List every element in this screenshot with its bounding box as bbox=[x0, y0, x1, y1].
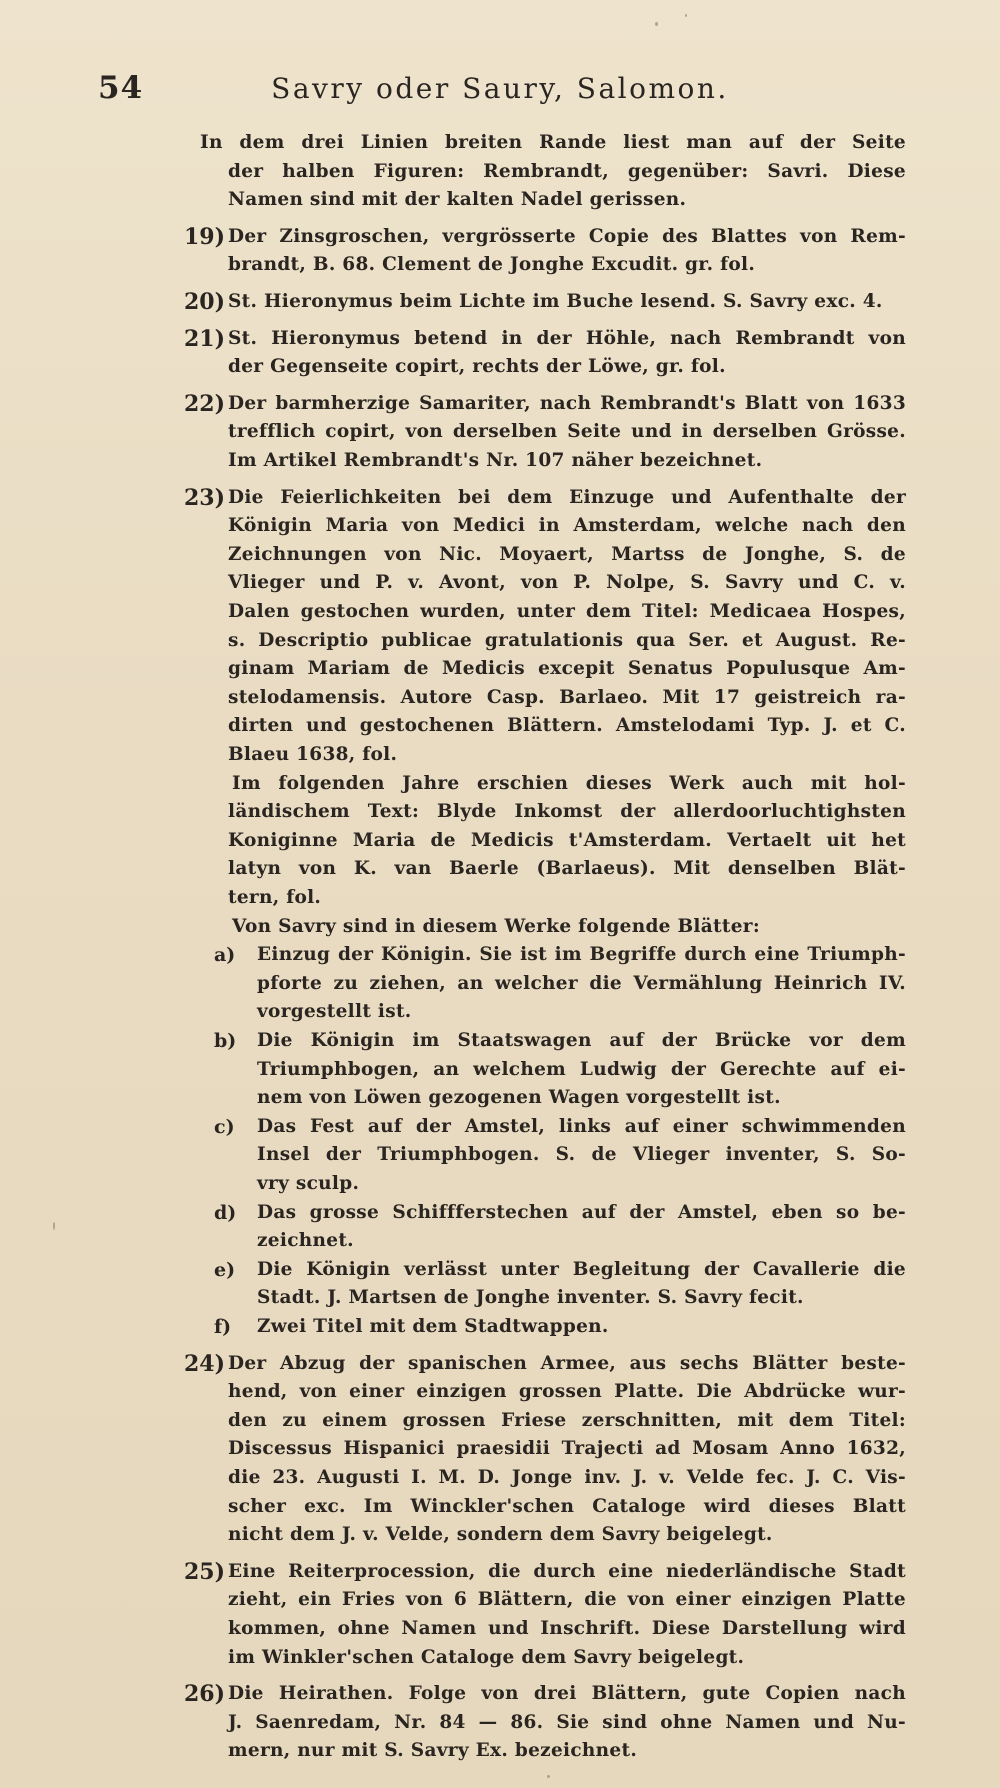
text-line: Die Königin im Staatswagen auf der Brücke vor dem bbox=[257, 1030, 906, 1051]
text-line: Die Heirathen. Folge von drei Blättern, gute Copien nach bbox=[228, 1683, 906, 1705]
text-line: Im Artikel Rembrandt's Nr. 107 näher bezeichnet. bbox=[228, 450, 763, 471]
sub-item-letter: a) bbox=[214, 944, 236, 967]
text-line: Einzug der Königin. Sie ist im Begriffe durch eine Triumph- bbox=[257, 944, 906, 966]
text-line: Blaeu 1638, fol. bbox=[228, 744, 398, 765]
text-line: Zwei Titel mit dem Stadtwappen. bbox=[257, 1316, 609, 1337]
text-line: im Winkler'schen Cataloge dem Savry beigelegt. bbox=[228, 1646, 745, 1668]
text-line: ginam Mariam de Medicis excepit Senatus Populusque Am- bbox=[228, 658, 906, 680]
text-line: Namen sind mit der kalten Nadel gerissen. bbox=[228, 189, 687, 211]
text-line: s. Descriptio publicae gratulationis qua Ser. et August. Re- bbox=[228, 629, 906, 651]
text-line: ländischem Text: Blyde Inkomst der allerdoorluchtighsten bbox=[228, 801, 906, 823]
text-line: dirten und gestochenen Blättern. Amstelodami Typ. J. et C. bbox=[228, 715, 906, 737]
text-line: zeichnet. bbox=[257, 1230, 354, 1252]
text-line: Königin Maria von Medici in Amsterdam, welche nach den bbox=[228, 515, 906, 537]
entry-number: 19) bbox=[184, 223, 226, 250]
text-line: brandt, B. 68. Clement de Jonghe Excudit. gr. fol. bbox=[228, 254, 756, 276]
text-line: Triumphbogen, an welchem Ludwig der Gerechte auf ei- bbox=[257, 1058, 906, 1080]
sub-item-letter: b) bbox=[214, 1030, 237, 1052]
text-line: Das grosse Schiffferstechen auf der Amstel, eben so be- bbox=[257, 1201, 906, 1223]
text-line: Der barmherzige Samariter, nach Rembrandt's Blatt von 1633 bbox=[228, 392, 906, 414]
text-line: hend, von einer einzigen grossen Platte. Die Abdrücke wur- bbox=[228, 1381, 906, 1403]
paper-speck bbox=[547, 1775, 550, 1778]
text-line: Das Fest auf der Amstel, links auf einer schwimmenden bbox=[257, 1115, 906, 1137]
text-line: Discessus Hispanici praesidii Trajecti ad Mosam Anno 1632, bbox=[228, 1438, 906, 1460]
paper-speck bbox=[685, 14, 687, 17]
entry-number: 20) bbox=[184, 289, 226, 315]
text-line: St. Hieronymus beim Lichte im Buche lesend. S. Savry exc. 4. bbox=[228, 291, 883, 312]
paper-speck bbox=[53, 1222, 55, 1230]
sub-item-letter: e) bbox=[214, 1258, 236, 1281]
sub-item-letter: d) bbox=[214, 1201, 237, 1224]
text-line: trefflich copirt, von derselben Seite und in derselben Grösse. bbox=[228, 421, 906, 443]
entry-number: 24) bbox=[184, 1350, 226, 1377]
page-header bbox=[0, 70, 1000, 110]
text-line: Koniginne Maria de Medicis t'Amsterdam. Vertaelt uit het bbox=[228, 829, 906, 851]
text-line: pforte zu ziehen, an welcher die Vermählung Heinrich IV. bbox=[257, 972, 906, 994]
text-line: Insel der Triumphbogen. S. de Vlieger inventer, S. So- bbox=[257, 1144, 906, 1166]
text-line: der Gegenseite copirt, rechts der Löwe, gr. fol. bbox=[228, 356, 726, 378]
paper-speck bbox=[655, 22, 658, 26]
sub-item-letter: c) bbox=[214, 1115, 235, 1138]
text-line: die 23. Augusti I. M. D. Jonge inv. J. v. Velde fec. J. C. Vis- bbox=[228, 1467, 906, 1488]
entry-number: 26) bbox=[184, 1681, 226, 1708]
text-line: vorgestellt ist. bbox=[257, 1001, 412, 1023]
entry-number: 21) bbox=[184, 325, 226, 352]
text-line: zieht, ein Fries von 6 Blättern, die von einer einzigen Platte bbox=[228, 1589, 906, 1611]
text-line: latyn von K. van Baerle (Barlaeus). Mit denselben Blät- bbox=[228, 858, 906, 880]
text-line: Der Abzug der spanischen Armee, aus sechs Blätter beste- bbox=[228, 1352, 906, 1374]
text-line: stelodamensis. Autore Casp. Barlaeo. Mit 17 geistreich ra- bbox=[228, 686, 906, 708]
text-line: nicht dem J. v. Velde, sondern dem Savry beigelegt. bbox=[228, 1524, 773, 1546]
text-line: Im folgenden Jahre erschien dieses Werk auch mit hol- bbox=[232, 772, 906, 794]
text-line: J. Saenredam, Nr. 84 — 86. Sie sind ohne Namen und Nu- bbox=[228, 1711, 906, 1733]
text-line: mern, nur mit S. Savry Ex. bezeichnet. bbox=[228, 1740, 638, 1762]
text-line: der halben Figuren: Rembrandt, gegenüber: Savri. Diese bbox=[228, 160, 906, 182]
entry-number: 23) bbox=[184, 484, 226, 511]
text-line: Von Savry sind in diesem Werke folgende Blätter: bbox=[232, 915, 760, 937]
text-line: den zu einem grossen Friese zerschnitten, mit dem Titel: bbox=[228, 1409, 906, 1431]
text-line: kommen, ohne Namen und Inschrift. Diese Darstellung wird bbox=[228, 1618, 906, 1639]
text-line: scher exc. Im Winckler'schen Cataloge wird dieses Blatt bbox=[228, 1495, 906, 1517]
entry-number: 25) bbox=[184, 1558, 226, 1585]
text-line: Der Zinsgroschen, vergrösserte Copie des Blattes von Rem- bbox=[228, 225, 906, 247]
page-number: 54 bbox=[98, 70, 144, 106]
running-title: Savry oder Saury, Salomon. bbox=[271, 72, 729, 105]
entry-number: 22) bbox=[184, 390, 226, 417]
text-line: nem von Löwen gezogenen Wagen vorgestellt ist. bbox=[257, 1087, 781, 1109]
text-line: Dalen gestochen wurden, unter dem Titel: Medicaea Hospes, bbox=[228, 601, 906, 622]
text-line: Vlieger und P. v. Avont, von P. Nolpe, S. Savry und C. v. bbox=[228, 572, 906, 594]
text-line: In dem drei Linien breiten Rande liest man auf der Seite bbox=[200, 132, 906, 153]
text-line: Eine Reiterprocession, die durch eine niederländische Stadt bbox=[228, 1560, 906, 1582]
text-line: Zeichnungen von Nic. Moyaert, Martss de Jonghe, S. de bbox=[228, 543, 906, 565]
text-line: Stadt. J. Martsen de Jonghe inventer. S. Savry fecit. bbox=[257, 1287, 804, 1309]
sub-item-letter: f) bbox=[214, 1316, 232, 1338]
text-line: Die Königin verlässt unter Begleitung der Cavallerie die bbox=[257, 1258, 906, 1280]
text-line: Die Feierlichkeiten bei dem Einzuge und Aufenthalte der bbox=[228, 486, 906, 508]
text-line: tern, fol. bbox=[228, 887, 322, 908]
text-line: St. Hieronymus betend in der Höhle, nach Rembrandt von bbox=[228, 327, 906, 349]
text-line: vry sculp. bbox=[257, 1173, 360, 1194]
